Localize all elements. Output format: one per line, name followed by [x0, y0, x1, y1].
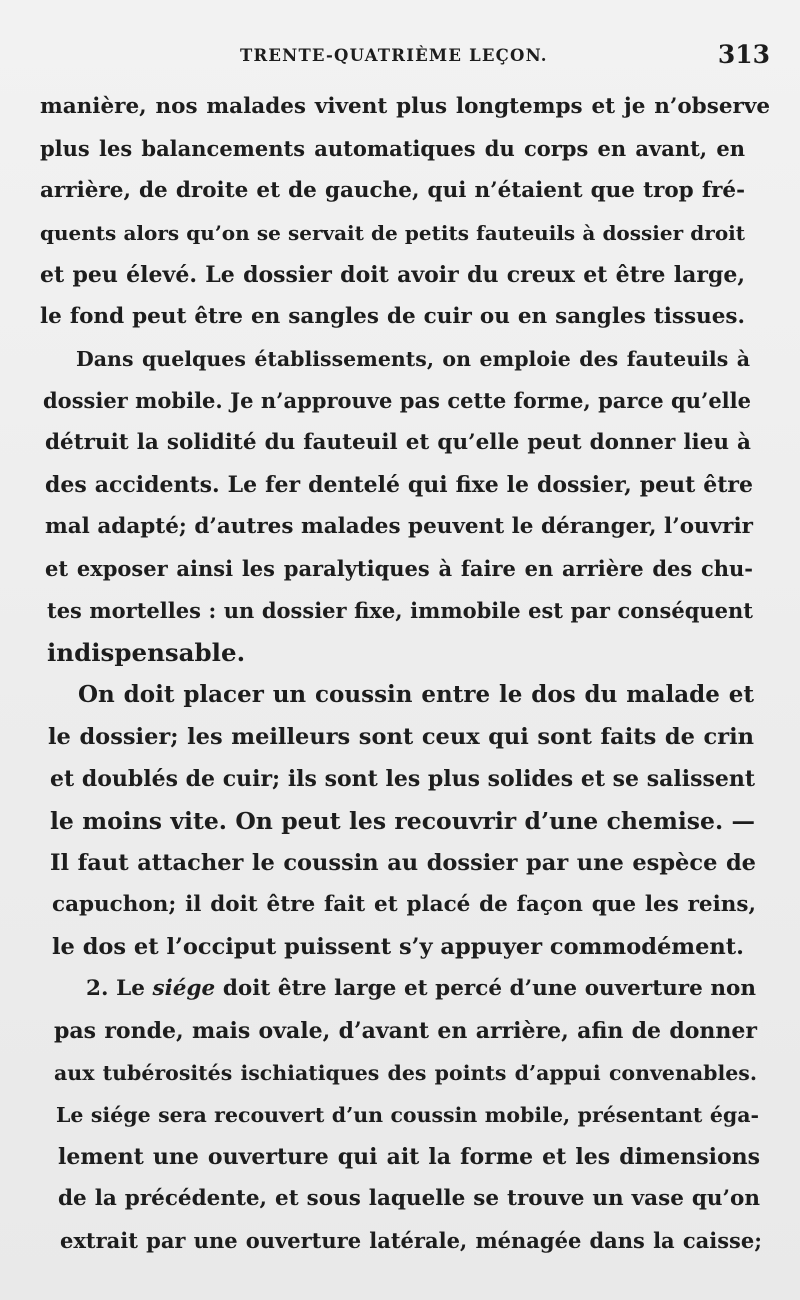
text-line: dossier mobile. Je n’approuve pas cette forme, parce qu’elle: [43, 388, 751, 413]
text-line: le dos et l’occiput puissent s’y appuyer commodément.: [52, 934, 744, 960]
text-line: pas ronde, mais ovale, d’avant en arrière, afin de donner: [54, 1018, 757, 1044]
text-line: arrière, de droite et de gauche, qui n’étaient que trop fré-: [40, 178, 745, 203]
text-line: Le siége sera recouvert d’un coussin mobile, présentant éga-: [56, 1103, 759, 1127]
text-line: lement une ouverture qui ait la forme et les dimensions: [58, 1144, 760, 1170]
text-line: et doublés de cuir; ils sont les plus solides et se salissent: [50, 766, 755, 792]
text-line: extrait par une ouverture latérale, ménagée dans la caisse;: [60, 1228, 762, 1253]
italic-term: siége: [152, 976, 216, 1001]
page-header: [0, 40, 800, 74]
paragraph-first-line: On doit placer un coussin entre le dos du malade et: [78, 681, 754, 708]
page-number: 313: [717, 40, 770, 69]
text-line: et peu élevé. Le dossier doit avoir du creux et être large,: [40, 262, 745, 288]
text-line: de la précédente, et sous laquelle se trouve un vase qu’on: [58, 1186, 760, 1211]
text-line: plus les balancements automatiques du corps en avant, en: [40, 136, 745, 161]
text-line: capuchon; il doit être fait et placé de façon que les reins,: [52, 892, 756, 917]
text-line: quents alors qu’on se servait de petits fauteuils à dossier droit: [40, 221, 745, 245]
text-line: le fond peut être en sangles de cuir ou en sangles tissues.: [40, 304, 745, 329]
text-line: le dossier; les meilleurs sont ceux qui sont faits de crin: [48, 724, 754, 750]
text-line: Il faut attacher le coussin au dossier par une espèce de: [50, 850, 756, 876]
running-head: TRENTE-QUATRIÈME LEÇON.: [240, 46, 548, 65]
text-line: manière, nos malades vivent plus longtemps et je n’observe: [40, 94, 770, 119]
text-line: aux tubérosités ischiatiques des points d’appui convenables.: [54, 1061, 757, 1085]
text-line: et exposer ainsi les paralytiques à faire en arrière des chu-: [45, 556, 753, 581]
text-segment: 2. Le: [86, 976, 153, 1001]
text-line: mal adapté; d’autres malades peuvent le déranger, l’ouvrir: [45, 514, 753, 539]
text-line: tes mortelles : un dossier fixe, immobile est par conséquent: [47, 598, 753, 623]
text-line: indispensable.: [47, 638, 246, 667]
text-line: détruit la solidité du fauteuil et qu’elle peut donner lieu à: [45, 430, 751, 455]
text-line: le moins vite. On peut les recouvrir d’une chemise. —: [50, 807, 755, 835]
text-line: des accidents. Le fer dentelé qui fixe le dossier, peut être: [45, 472, 753, 498]
text-segment: doit être large et percé d’une ouverture non: [215, 976, 756, 1001]
paragraph-first-line: [86, 968, 756, 1010]
paragraph-first-line: Dans quelques établissements, on emploie des fauteuils à: [76, 347, 750, 371]
